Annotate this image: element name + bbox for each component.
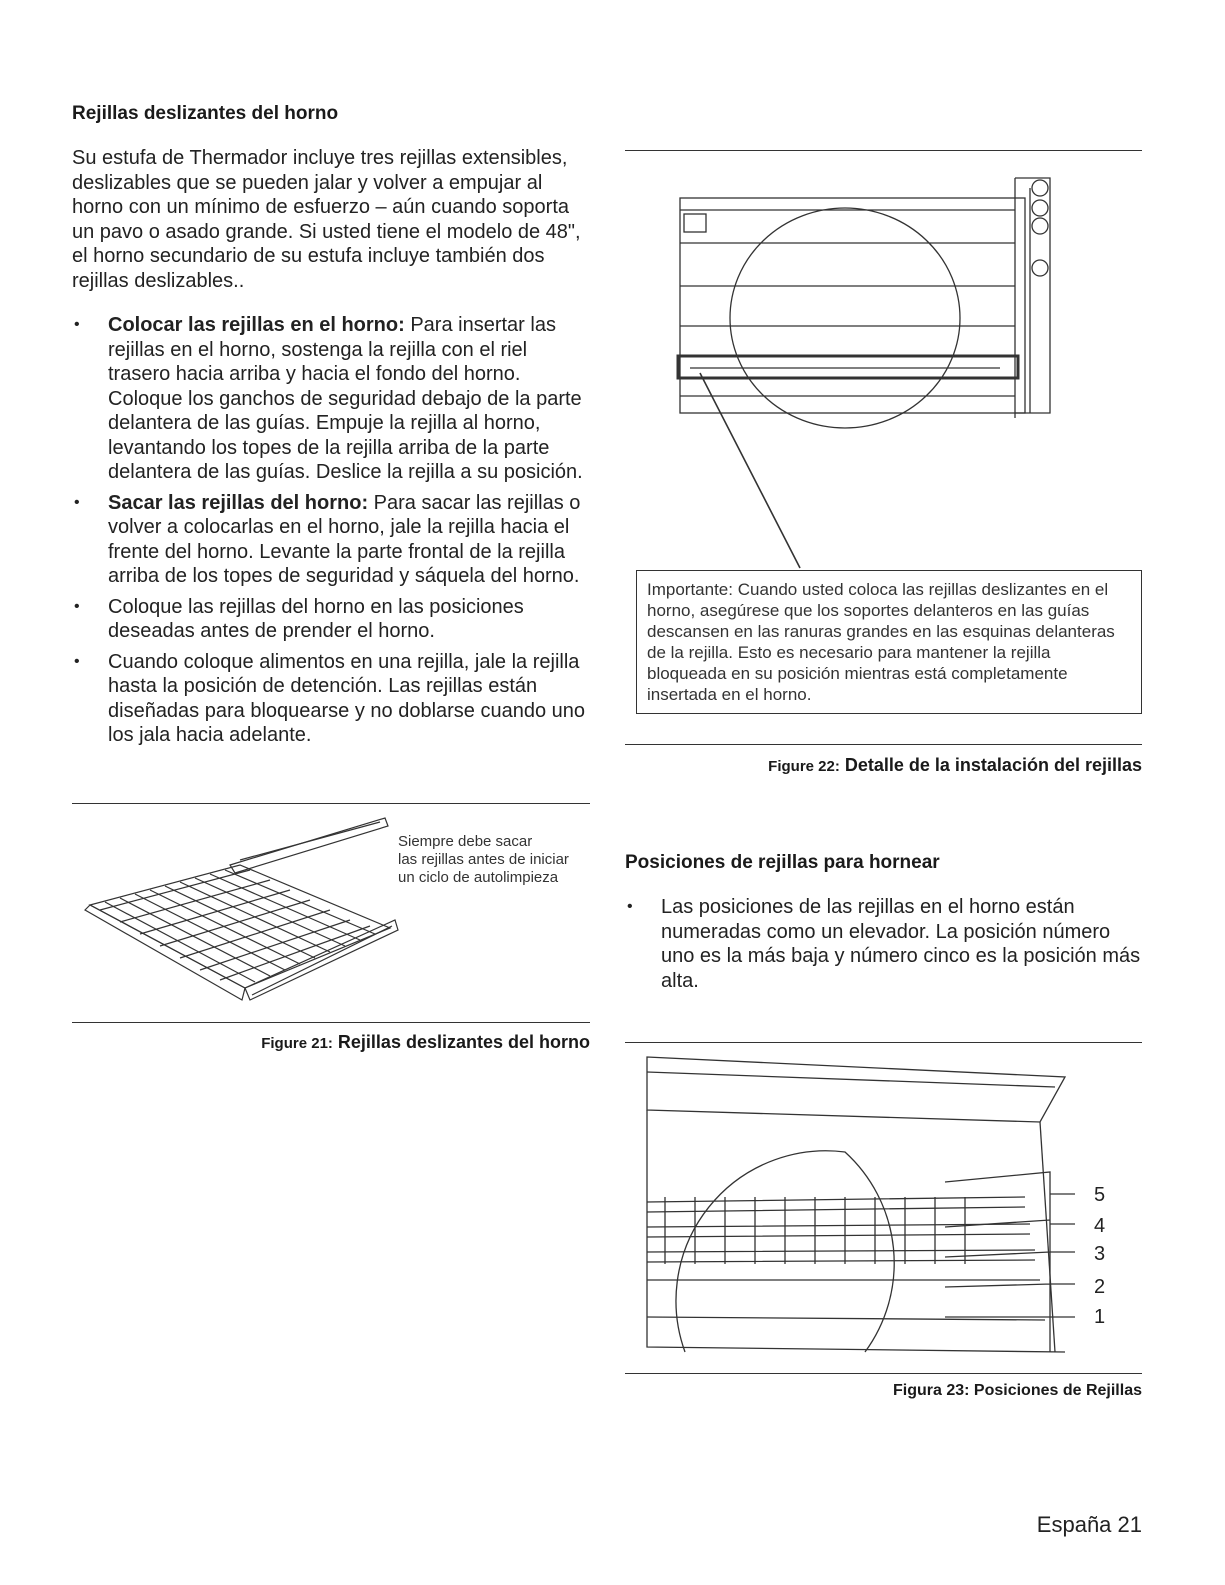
caption-prefix: Figure 22: xyxy=(768,758,840,775)
sliding-rack-illustration xyxy=(80,810,400,1015)
bullet-text: Para insertar las rejillas en el horno, sostenga la rejilla con el riel trasero hacia arriba y hacia el fondo del horno. Coloque los ganchos de seguridad debajo de la parte delantera de las guías. Empuje la rejilla al horno, levantando los topes de la rejilla arriba de la parte delantera de las guías. Deslice la rejilla a su posición. xyxy=(108,314,583,483)
bullet-text: Cuando coloque alimentos en una rejilla, jale la rejilla hasta la posición de detención. Las rejillas están diseñadas para bloquearse y no doblarse cuando uno los jala hacia adelante. xyxy=(108,650,586,746)
rack-position-label-2: 2 xyxy=(1094,1276,1106,1298)
caption-prefix: Figure 21: xyxy=(261,1035,333,1052)
callout-line: las rejillas antes de iniciar xyxy=(398,851,569,868)
rack-position-label-3: 3 xyxy=(1094,1243,1106,1265)
important-note: Importante: Cuando usted coloca las rejillas deslizantes en el horno, asegúrese que los soportes delanteros en las guías descansen en las ranuras grandes en las esquinas delanteras de la rejilla. Esto es necesario para mantener la rejilla bloqueada en su posición mientras está completamente insertada en el horno. xyxy=(636,570,1142,714)
intro-paragraph: Su estufa de Thermador incluye tres rejillas extensibles, deslizables que se pueden jalar y volver a empujar al horno con un mínimo de esfuerzo – aún cuando soporta un pavo o asado grande. Si usted tiene el modelo de 48", el horno secundario de su estufa incluye también dos rejillas deslizables.. xyxy=(72,147,581,292)
list-item xyxy=(625,895,1145,993)
caption-title: Detalle de la instalación del rejillas xyxy=(844,755,1142,775)
bullet-bold-lead: Colocar las rejillas en el horno: xyxy=(108,314,405,336)
bullet-text: Las posiciones de las rejillas en el horno están numeradas como un elevador. La posición número uno es la más baja y número cinco es la posición más alta. xyxy=(661,896,1141,992)
list-item xyxy=(72,650,592,748)
list-item xyxy=(72,595,592,644)
callout-line: un ciclo de autolimpieza xyxy=(398,869,559,886)
figure23-caption: Figura 23: Posiciones de Rejillas xyxy=(893,1382,1142,1399)
rack-position-label-5: 5 xyxy=(1094,1184,1106,1206)
oven-rack-positions-illustration xyxy=(645,1052,1075,1357)
bullet-text: Coloque las rejillas del horno en las posiciones deseadas antes de prender el horno. xyxy=(108,595,524,642)
rack-positions-list xyxy=(625,895,1145,999)
figure21-bottom-rule xyxy=(72,1022,590,1023)
figure22-bottom-rule xyxy=(625,744,1142,745)
figure23-bottom-rule xyxy=(625,1373,1142,1374)
bullet-bold-lead: Sacar las rejillas del horno: xyxy=(108,491,369,514)
rack-installation-detail-illustration xyxy=(670,168,1070,578)
bullet-text: Para sacar las rejillas o volver a colocarlas en el horno, jale la rejilla hacia el frente del horno. Levante la parte frontal de la rejilla arriba de los topes de seguridad y sáquela del horno. xyxy=(108,491,581,587)
figure21-caption xyxy=(72,1032,590,1053)
caption-title: Rejillas deslizantes del horno xyxy=(337,1032,590,1052)
figure22-caption xyxy=(625,755,1142,776)
figure21-callout xyxy=(398,833,569,887)
rack-position-label-4: 4 xyxy=(1094,1215,1106,1237)
section-heading-rack-positions: Posiciones de rejillas para hornear xyxy=(625,852,940,873)
list-item xyxy=(72,491,592,589)
section-heading-sliding-racks: Rejillas deslizantes del horno xyxy=(72,103,339,124)
callout-line: Siempre debe sacar xyxy=(398,833,533,850)
list-item xyxy=(72,313,592,485)
rack-position-label-1: 1 xyxy=(1094,1306,1106,1328)
figure23-top-rule xyxy=(625,1042,1142,1043)
page-number: España 21 xyxy=(1036,1512,1142,1537)
instructions-list xyxy=(72,313,592,754)
figure22-top-rule xyxy=(625,150,1142,151)
figure21-top-rule xyxy=(72,803,590,804)
